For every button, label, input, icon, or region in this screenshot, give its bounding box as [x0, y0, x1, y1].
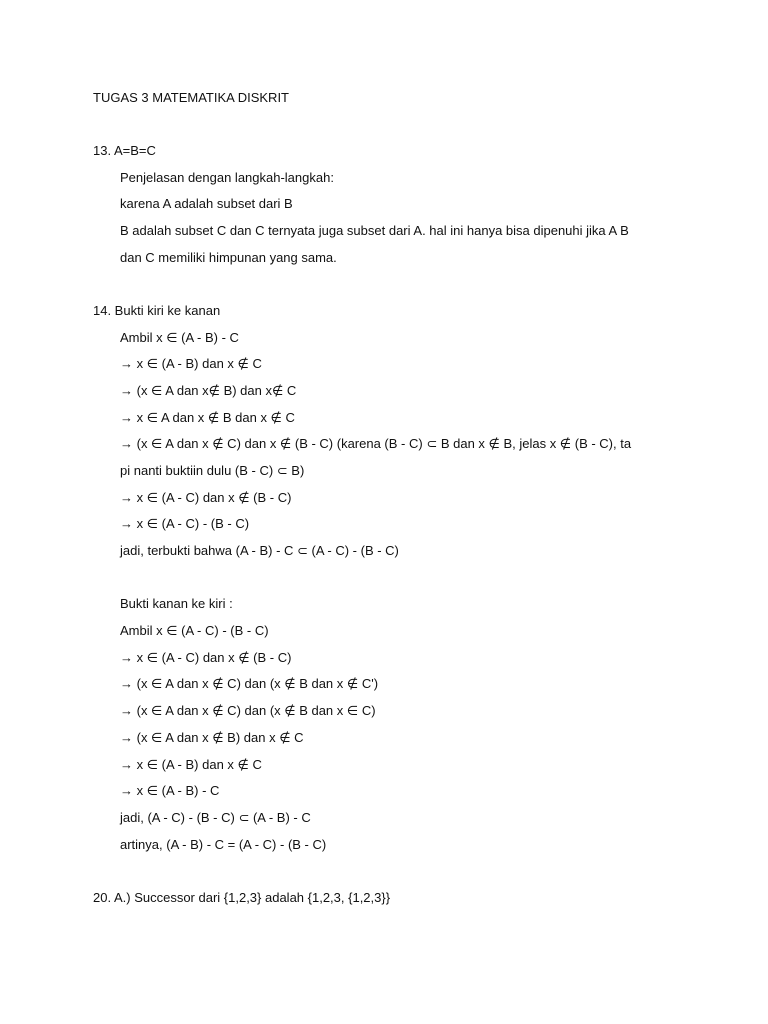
proof-line: Ambil x ∈ (A - B) - C [120, 330, 239, 345]
proof-line: → x ∈ (A - B) - C [120, 783, 220, 798]
proof-line: → (x ∈ A dan x ∉ B) dan x ∉ C [120, 730, 304, 745]
proof-line: → x ∈ A dan x ∉ B dan x ∉ C [120, 410, 295, 425]
document-title: TUGAS 3 MATEMATIKA DISKRIT [93, 90, 289, 105]
text-line: Penjelasan dengan langkah-langkah: [120, 170, 334, 185]
proof-line: → (x ∈ A dan x ∉ C) dan x ∉ (B - C) (karena (B - C) ⊂ B dan x ∉ B, jelas x ∉ (B - C), ta [120, 436, 632, 451]
proof-subheading: Bukti kanan ke kiri : [120, 596, 233, 611]
proof-line: → x ∈ (A - C) dan x ∉ (B - C) [120, 650, 292, 665]
proof-line: pi nanti buktiin dulu (B - C) ⊂ B) [120, 463, 305, 478]
proof-conclusion: artinya, (A - B) - C = (A - C) - (B - C) [120, 837, 327, 852]
proof-line: → (x ∈ A dan x∉ B) dan x∉ C [120, 383, 297, 398]
question-14-heading: 14. Bukti kiri ke kanan [93, 303, 221, 318]
proof-conclusion: jadi, terbukti bahwa (A - B) - C ⊂ (A - C) - (B - C) [120, 543, 399, 558]
proof-line: → x ∈ (A - C) dan x ∉ (B - C) [120, 490, 292, 505]
proof-line: → x ∈ (A - B) dan x ∉ C [120, 757, 262, 772]
text-line: dan C memiliki himpunan yang sama. [120, 250, 337, 265]
proof-conclusion: jadi, (A - C) - (B - C) ⊂ (A - B) - C [120, 810, 311, 825]
text-line: karena A adalah subset dari B [120, 196, 293, 211]
proof-line: → x ∈ (A - C) - (B - C) [120, 516, 250, 531]
question-13-heading: 13. A=B=C [93, 143, 156, 158]
proof-line: → (x ∈ A dan x ∉ C) dan (x ∉ B dan x ∉ C') [120, 676, 379, 691]
proof-line: → (x ∈ A dan x ∉ C) dan (x ∉ B dan x ∈ C) [120, 703, 376, 718]
question-20-line: 20. A.) Successor dari {1,2,3} adalah {1,2,3, {1,2,3}} [93, 890, 391, 905]
text-line: B adalah subset C dan C ternyata juga subset dari A. hal ini hanya bisa dipenuhi jika A B [120, 223, 629, 238]
proof-line: → x ∈ (A - B) dan x ∉ C [120, 356, 262, 371]
proof-line: Ambil x ∈ (A - C) - (B - C) [120, 623, 269, 638]
